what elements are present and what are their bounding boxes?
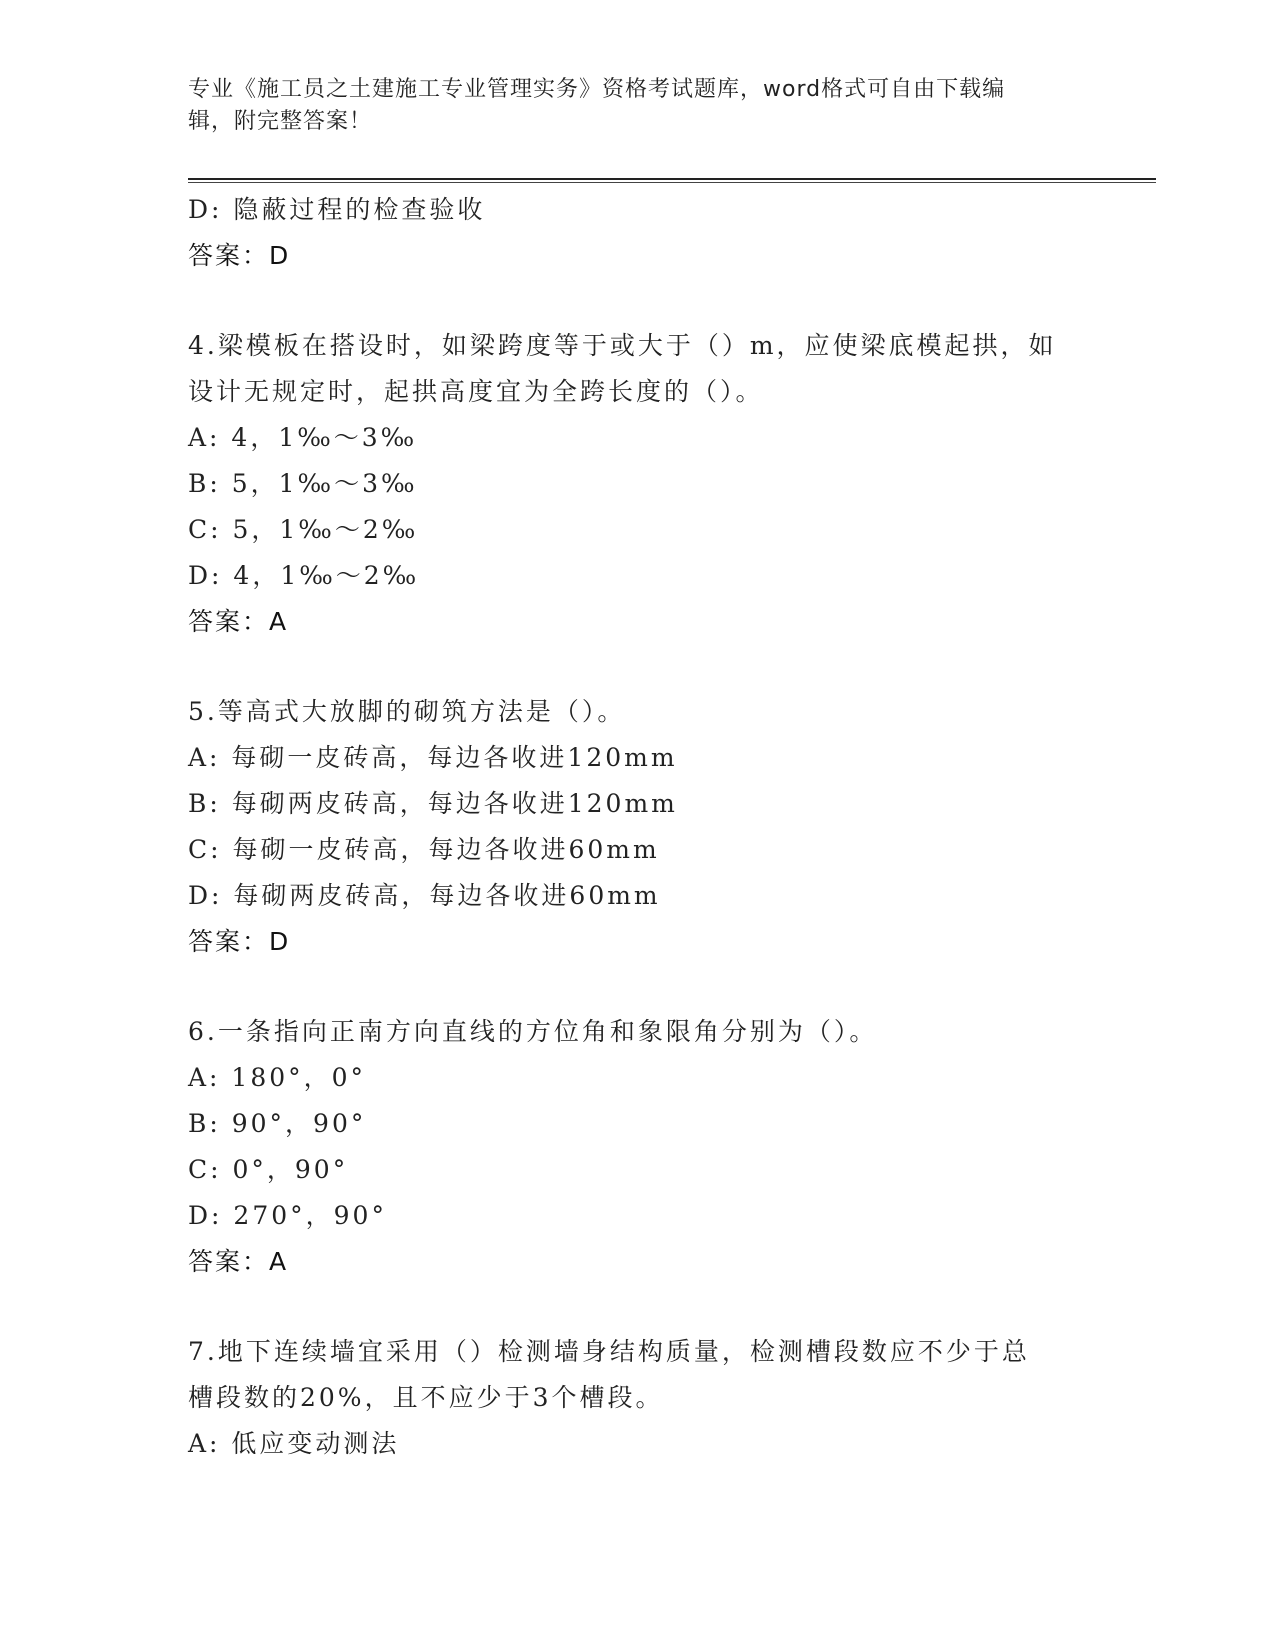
question-7	[188, 1329, 1088, 1467]
spacer	[188, 1285, 1088, 1329]
question-stem: 7.地下连续墙宜采用（）检测墙身结构质量，检测槽段数应不少于总	[188, 1337, 1030, 1366]
answer-line: 答案：D	[188, 927, 291, 956]
question-stem: 4.梁模板在搭设时，如梁跨度等于或大于（）m，应使梁底模起拱，如	[188, 331, 1057, 360]
question-stem: 6.一条指向正南方向直线的方位角和象限角分别为（）。	[188, 1017, 878, 1046]
option-a: A: 4，1‰～3‰	[188, 423, 418, 452]
spacer	[188, 279, 1088, 323]
spacer	[188, 645, 1088, 689]
option-c: C: 每砌一皮砖高，每边各收进60mm	[188, 835, 660, 864]
question-6	[188, 1009, 1088, 1285]
option-a: A: 180°，0°	[188, 1063, 367, 1092]
header-rule-thick	[188, 178, 1156, 180]
option-a: A: 每砌一皮砖高，每边各收进120mm	[188, 743, 678, 772]
spacer	[188, 965, 1088, 1009]
option-d: D: 每砌两皮砖高，每边各收进60mm	[188, 881, 661, 910]
option-d: D: 4，1‰～2‰	[188, 561, 420, 590]
question-stem: 5.等高式大放脚的砌筑方法是（）。	[188, 697, 626, 726]
header-line-1: 专业《施工员之土建施工专业管理实务》资格考试题库，word格式可自由下载编	[188, 77, 1006, 102]
question-4	[188, 323, 1088, 645]
answer-line: 答案：D	[188, 241, 291, 270]
question-stem: 槽段数的20%，且不应少于3个槽段。	[188, 1383, 664, 1412]
header-rule-thin	[188, 182, 1156, 183]
header-line-2: 辑，附完整答案！	[188, 109, 373, 134]
option-d: D: 隐蔽过程的检查验收	[188, 195, 486, 224]
answer-line: 答案：A	[188, 1247, 289, 1276]
option-b: B: 90°，90°	[188, 1109, 367, 1138]
option-a: A: 低应变动测法	[188, 1429, 400, 1458]
option-d: D: 270°，90°	[188, 1201, 387, 1230]
question-list	[188, 187, 1088, 1467]
option-b: B: 每砌两皮砖高，每边各收进120mm	[188, 789, 678, 818]
option-c: C: 5，1‰～2‰	[188, 515, 419, 544]
question-stem: 设计无规定时，起拱高度宜为全跨长度的（）。	[188, 377, 764, 406]
option-b: B: 5，1‰～3‰	[188, 469, 418, 498]
document-header	[188, 74, 1068, 138]
answer-line: 答案：A	[188, 607, 289, 636]
question-5	[188, 689, 1088, 965]
option-c: C: 0°，90°	[188, 1155, 349, 1184]
